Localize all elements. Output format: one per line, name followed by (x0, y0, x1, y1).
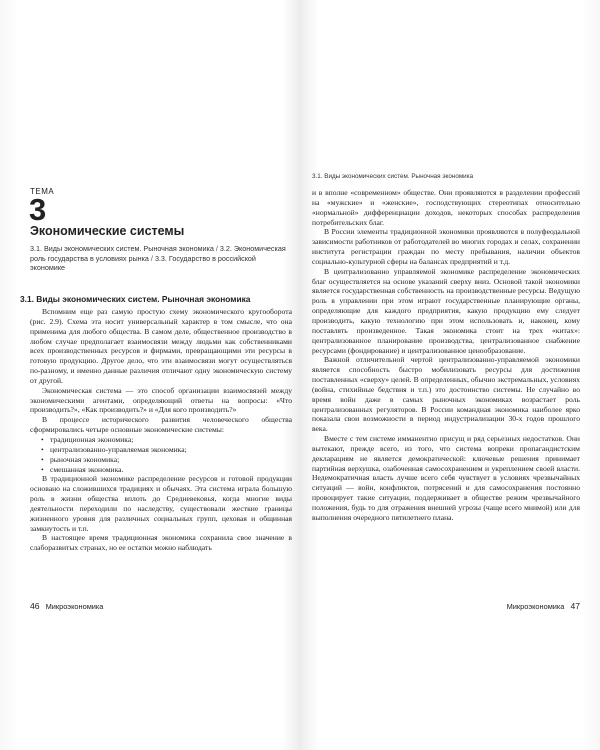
paragraph: В России элементы традиционной экономики проявляются в полуфеодальной зависимости работников от работодателей во многих городах и селах, сохранении института регистрации граждан по месту пребывания, наличии объектов социально-культурной сферы на балансах предприятий и т.д. (312, 227, 580, 266)
paragraph: Важной отличительной чертой централизованно-управляемой экономики является способность быстро мобилизовать ресурсы для достижения поставленных «сверху» целей. В определенных, обычно экстремальных, условиях (война, стихийные бедствия и т.п.) это достоинство системы. Не случайно во время войн даже в самых рыночных экономиках возрастает роль централизованных регуляторов. В России командная экономика наиболее ярко показала свои возможности в период индустриализации 30-х годов прошлого века. (312, 355, 580, 434)
systems-list (30, 435, 292, 474)
chapter-subsections (30, 244, 292, 273)
section-heading: 3.1. Виды экономических систем. Рыночная экономика (20, 294, 251, 304)
chapter-title: Экономические системы (30, 224, 185, 238)
right-page (300, 0, 600, 750)
right-folio (507, 601, 580, 611)
chapter-number: 3 (29, 192, 47, 227)
subsection-2: 3.2. Экономическая роль государства в условиях рынка (30, 244, 286, 263)
subsection-1: 3.1. Виды экономических систем. Рыночная экономика (30, 244, 214, 253)
left-body-text (30, 307, 292, 553)
paragraph: В настоящее время традиционная экономика сохранила свое значение в слаборазвитых странах, но ее остатки можно наблюдать (30, 533, 292, 553)
running-head: 3.1. Виды экономических систем. Рыночная экономика (312, 173, 474, 180)
paragraph: и в вполне «современном» обществе. Они проявляются в разделении профессий на «мужские» и «женские», господствующих стереотипах относительно «нормальной» дифференциации доходов, некоторых способах распределения потребительских благ. (312, 188, 580, 227)
page-number: 47 (570, 601, 580, 611)
list-item: • централизованно-управляемая экономика; (30, 445, 292, 455)
right-body-text (312, 188, 580, 523)
paragraph: В централизованно управляемой экономике распределение экономических благ осуществляется на основе указаний сверху вниз. Основой такой экономики является государственная собственность на производственные ресурсы. Ведущую роль в управлении при этом играют государственные планирующие органы, определяющие для каждого предприятия, какую продукцию ему следует производить, какую технологию при этом использовать и, наконец, кому поставлять произведенное. Такая экономика стоит на трех «китах»: централизованное планирование производства, централизованное снабжение ресурсами (фондирование) и централизованное ценообразование. (312, 266, 580, 355)
page-number: 46 (30, 601, 40, 611)
separator: / (213, 244, 220, 253)
list-item: • смешанная экономика. (30, 465, 292, 475)
left-folio (30, 601, 103, 611)
paragraph: В традиционной экономике распределение ресурсов и готовой продукции основано на сложившихся традициях и обычаях. Эта система играла большую роль в жизни общества вплоть до Средневековья, когда многие виды деятельности переходили по наследству, существовали жесткие границы жизненного уровня для различных социальных групп, цеховая и общинная замкнутость и т.п. (30, 474, 292, 533)
book-title: Микроэкономика (506, 602, 565, 611)
paragraph: В процессе исторического развития человеческого общества сформировались четыре основные экономические системы: (30, 415, 292, 435)
paragraph: Вместе с тем системе имманентно присущ и ряд серьезных недостатков. Они вытекают, прежде всего, из того, что система вопреки пропагандистским декларациям не является демократической: ключевые решения принимает партийная верхушка, озабоченная самосохранением и укреплением своей власти. Недемократичная власть лучше всего себя чувствует в условиях чрезвычайных ситуаций — войн, конфликтов, потрясений и для самосохранения постоянно провоцирует такие ситуации, поддерживает в обществе режим чрезвычайного положения, будь то для отражения внешней угрозы (чаще всего мнимой) или для выполнения очередного пятилетнего плана. (312, 434, 580, 522)
paragraph: Экономическая система — это способ организации взаимосвязей между экономическими агентами, определяющий ответы на вопросы: «Что производить?», «Как производить?» и «Для кого производить?» (30, 385, 292, 415)
list-item: • традиционная экономика; (30, 435, 292, 445)
separator: / (148, 253, 155, 263)
book-title: Микроэкономика (45, 602, 104, 611)
chapter-label: ТЕМА (30, 187, 55, 196)
list-item: • рыночная экономика; (30, 455, 292, 465)
subsection-3: 3.3. Государство в российской экономике (30, 253, 256, 273)
paragraph: Вспомним еще раз самую простую схему экономического кругооборота (рис. 2.9). Схема эта носит универсальный характер в том смысле, что она применима для любого общества. В самом деле, общественное производство в любом случае предполагает взаимосвязи между людьми как собственниками всех производственных ресурсов и фирмами, превращающими эти ресурсы в готовую продукцию. Другое дело, что эти взаимосвязи могут осуществляться по-разному, и именно данные различия отличают одну экономическую систему от другой. (30, 307, 292, 385)
